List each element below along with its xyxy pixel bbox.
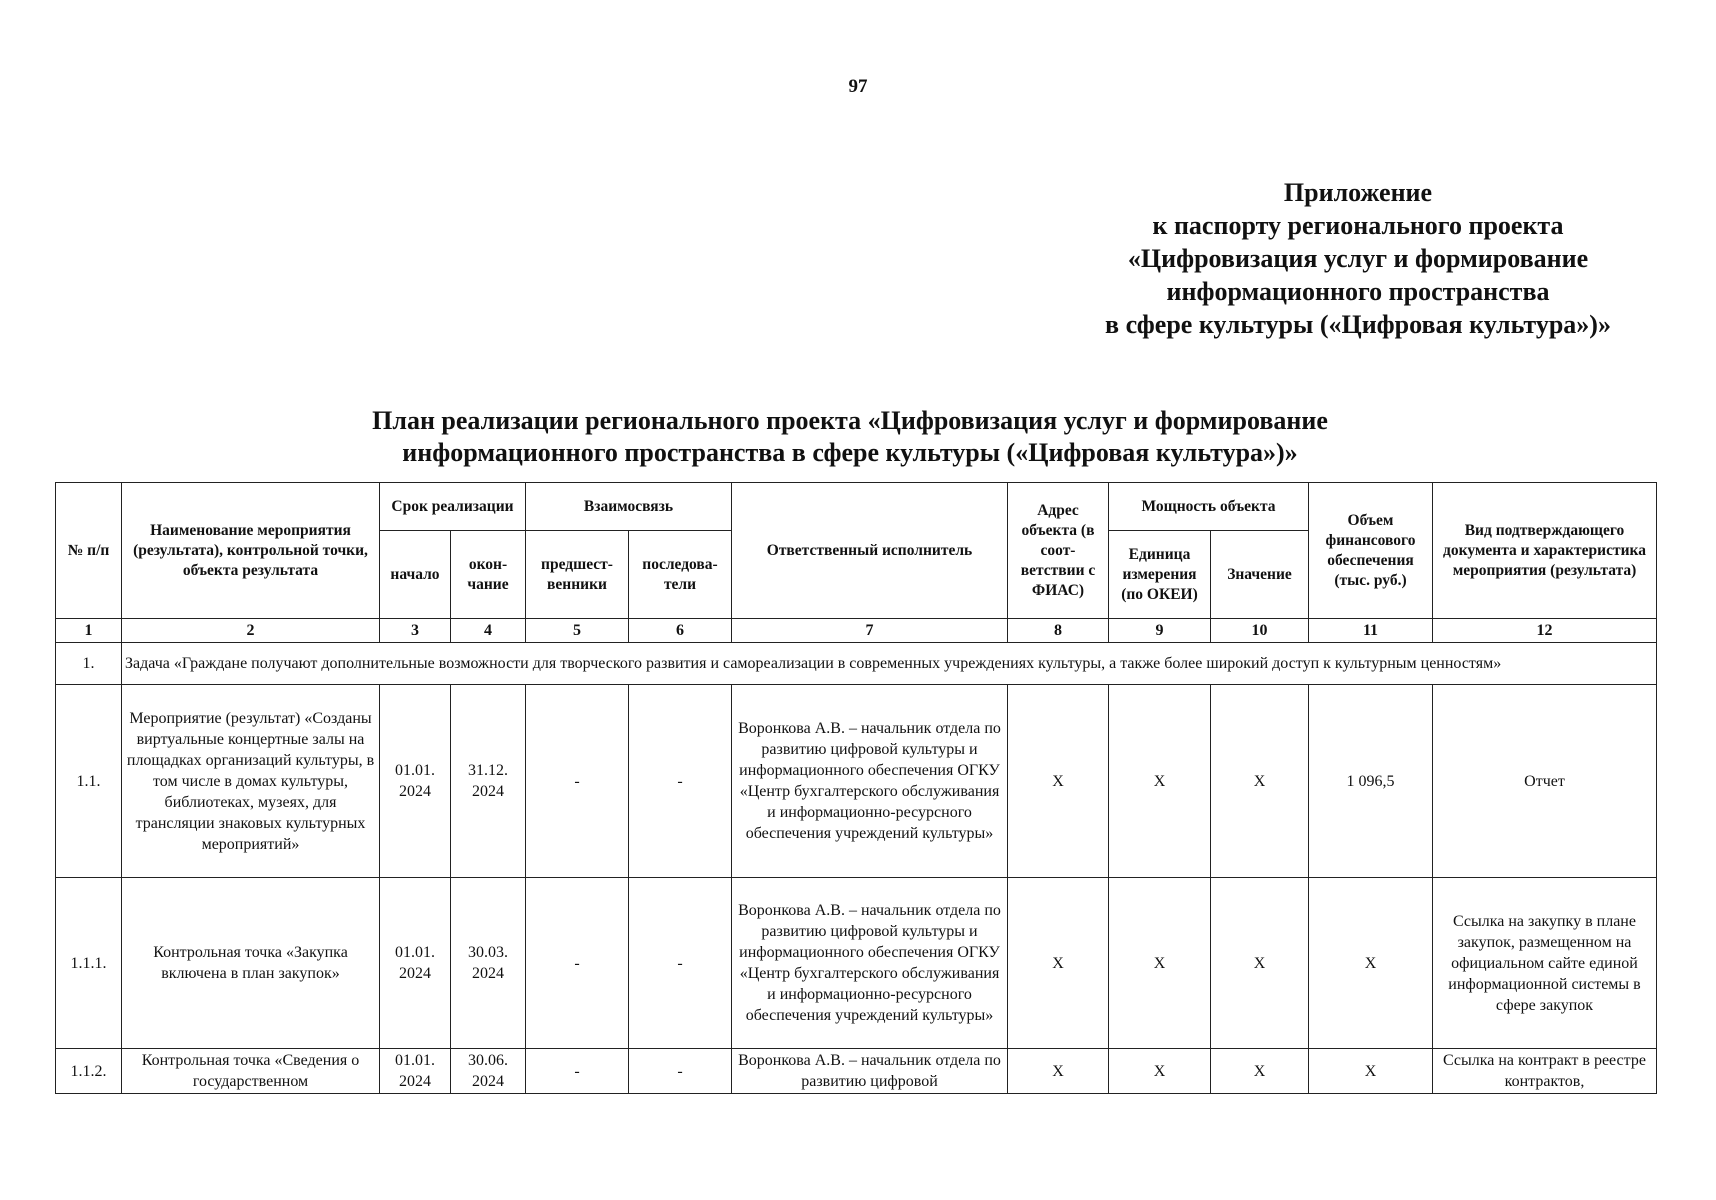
row-successors: - [629, 685, 732, 878]
row-start: 01.01. 2024 [380, 878, 451, 1049]
row-address: X [1008, 685, 1109, 878]
row-start: 01.01. 2024 [380, 685, 451, 878]
row-document: Ссылка на закупку в плане закупок, размещенном на официальном сайте единой информационной системы в сфере закупок [1433, 878, 1657, 1049]
row-executor: Воронкова А.В. – начальник отдела по развитию цифровой культуры и информационного обеспечения ОГКУ «Центр бухгалтерского обслуживания и информационно-ресурсного обеспечения учреждений культуры» [732, 878, 1008, 1049]
row-num: 1.1.2. [56, 1049, 122, 1094]
header-successors: последова-тели [629, 531, 732, 619]
header-row-top [56, 483, 1657, 531]
row-value: X [1211, 685, 1309, 878]
column-number: 4 [451, 619, 526, 643]
plan-title-line: План реализации регионального проекта «Цифровизация услуг и формирование [372, 406, 1328, 435]
row-value: X [1211, 878, 1309, 1049]
row-funding: 1 096,5 [1309, 685, 1433, 878]
row-num: 1.1. [56, 685, 122, 878]
column-number-row [56, 619, 1657, 643]
page-number: 97 [848, 76, 868, 97]
row-executor: Воронкова А.В. – начальник отдела по развитию цифровой культуры и информационного обеспечения ОГКУ «Центр бухгалтерского обслуживания и информационно-ресурсного обеспечения учреждений культуры» [732, 685, 1008, 878]
column-number: 11 [1309, 619, 1433, 643]
row-name: Мероприятие (результат) «Созданы виртуальные концертные залы на площадках организаций культуры, в том числе в домах культуры, библиотеках, музеях, для трансляции знаковых культурных мероприятий» [122, 685, 380, 878]
header-end: окон-чание [451, 531, 526, 619]
appendix-header [1058, 176, 1658, 341]
row-successors: - [629, 1049, 732, 1094]
row-address: X [1008, 878, 1109, 1049]
task-text: Задача «Граждане получают дополнительные возможности для творческого развития и самореализации в современных учреждениях культуры, а также более широкий доступ к культурным ценностям» [122, 643, 1657, 685]
column-number: 7 [732, 619, 1008, 643]
table-row [56, 685, 1657, 878]
row-address: X [1008, 1049, 1109, 1094]
appendix-line: в сфере культуры («Цифровая культура»)» [1105, 310, 1611, 339]
row-predecessors: - [526, 1049, 629, 1094]
row-document: Ссылка на контракт в реестре контрактов, [1433, 1049, 1657, 1094]
header-name: Наименование мероприятия (результата), контрольной точки, объекта результата [122, 483, 380, 619]
row-document: Отчет [1433, 685, 1657, 878]
header-capacity-group: Мощность объекта [1109, 483, 1309, 531]
table-row [56, 878, 1657, 1049]
plan-title [250, 405, 1450, 469]
header-unit: Единица измерения (по ОКЕИ) [1109, 531, 1211, 619]
column-number: 6 [629, 619, 732, 643]
plan-title-line: информационного пространства в сфере культуры («Цифровая культура»)» [402, 438, 1298, 467]
header-funding: Объем финансового обеспечения (тыс. руб.) [1309, 483, 1433, 619]
column-number: 10 [1211, 619, 1309, 643]
column-number: 8 [1008, 619, 1109, 643]
column-number: 12 [1433, 619, 1657, 643]
appendix-line: информационного пространства [1166, 277, 1550, 306]
column-number: 9 [1109, 619, 1211, 643]
task-num: 1. [56, 643, 122, 685]
task-row [56, 643, 1657, 685]
column-number: 5 [526, 619, 629, 643]
header-start: начало [380, 531, 451, 619]
appendix-line: к паспорту регионального проекта [1152, 211, 1564, 240]
header-address: Адрес объекта (в соот-ветствии с ФИАС) [1008, 483, 1109, 619]
row-funding: X [1309, 878, 1433, 1049]
row-funding: X [1309, 1049, 1433, 1094]
header-document: Вид подтверждающего документа и характеристика мероприятия (результата) [1433, 483, 1657, 619]
column-number: 1 [56, 619, 122, 643]
row-num: 1.1.1. [56, 878, 122, 1049]
appendix-line: Приложение [1283, 178, 1433, 207]
header-num: № п/п [56, 483, 122, 619]
header-relation-group: Взаимосвязь [526, 483, 732, 531]
table-row [56, 1049, 1657, 1094]
row-end: 31.12. 2024 [451, 685, 526, 878]
row-executor: Воронкова А.В. – начальник отдела по развитию цифровой [732, 1049, 1008, 1094]
header-value: Значение [1211, 531, 1309, 619]
column-number: 2 [122, 619, 380, 643]
row-successors: - [629, 878, 732, 1049]
row-end: 30.06. 2024 [451, 1049, 526, 1094]
row-predecessors: - [526, 878, 629, 1049]
header-predecessors: предшест-венники [526, 531, 629, 619]
row-name: Контрольная точка «Сведения о государственном [122, 1049, 380, 1094]
row-unit: X [1109, 1049, 1211, 1094]
header-executor: Ответственный исполнитель [732, 483, 1008, 619]
row-end: 30.03. 2024 [451, 878, 526, 1049]
row-name: Контрольная точка «Закупка включена в план закупок» [122, 878, 380, 1049]
row-predecessors: - [526, 685, 629, 878]
appendix-line: «Цифровизация услуг и формирование [1127, 244, 1589, 273]
row-unit: X [1109, 878, 1211, 1049]
row-value: X [1211, 1049, 1309, 1094]
header-term-group: Срок реализации [380, 483, 526, 531]
row-unit: X [1109, 685, 1211, 878]
row-start: 01.01. 2024 [380, 1049, 451, 1094]
plan-table [55, 482, 1657, 1094]
column-number: 3 [380, 619, 451, 643]
